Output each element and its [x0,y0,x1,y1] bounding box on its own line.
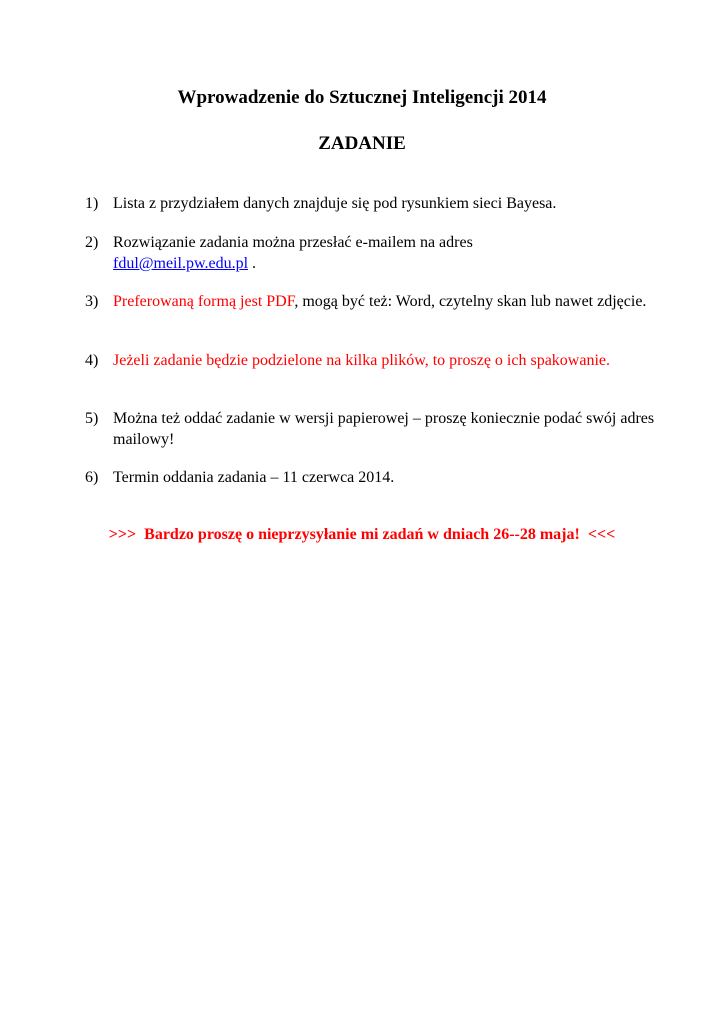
list-item-2 [85,232,665,274]
list-item-number: 2) [85,234,99,251]
list-item-text [113,291,665,312]
list-item-4 [85,350,665,371]
list-item-text: Jeżeli zadanie będzie podzielone na kilka plików, to proszę o ich spakowanie. [113,352,610,369]
list-item-number: 4) [85,352,99,369]
list-item-text-part: , mogą być też: Word, czytelny skan lub nawet zdjęcie. [294,293,647,310]
list-item-text-part: . [248,255,257,272]
notice-text: >>> Bardzo proszę o nieprzysyłanie mi zadań w dniach 26--28 maja! <<< [108,526,616,543]
email-link[interactable]: fdul@meil.pw.edu.pl [113,255,249,272]
list-item-number: 6) [85,469,99,486]
list-item-text: Można też oddać zadanie w wersji papierowej – proszę koniecznie podać swój adres mailowy! [113,410,655,448]
list-item-5 [85,408,665,450]
list-item-text: Termin oddania zadania – 11 czerwca 2014. [113,469,395,486]
list-item-text-part: Rozwiązanie zadania można przesłać e-mailem na adres [113,234,473,251]
list-item-number: 5) [85,410,99,427]
highlight-text: Preferowaną formą jest PDF [113,293,295,310]
list-item-text [113,232,665,274]
list-item-text: Lista z przydziałem danych znajduje się pod rysunkiem sieci Bayesa. [113,195,557,212]
list-item-6 [85,467,665,488]
list-item-1 [85,193,665,214]
page-subtitle: ZADANIE [318,133,406,154]
page-title: Wprowadzenie do Sztucznej Inteligencji 2014 [177,87,547,108]
list-item-number: 3) [85,293,99,310]
list-item-3 [85,291,665,312]
list-item-number: 1) [85,195,99,212]
